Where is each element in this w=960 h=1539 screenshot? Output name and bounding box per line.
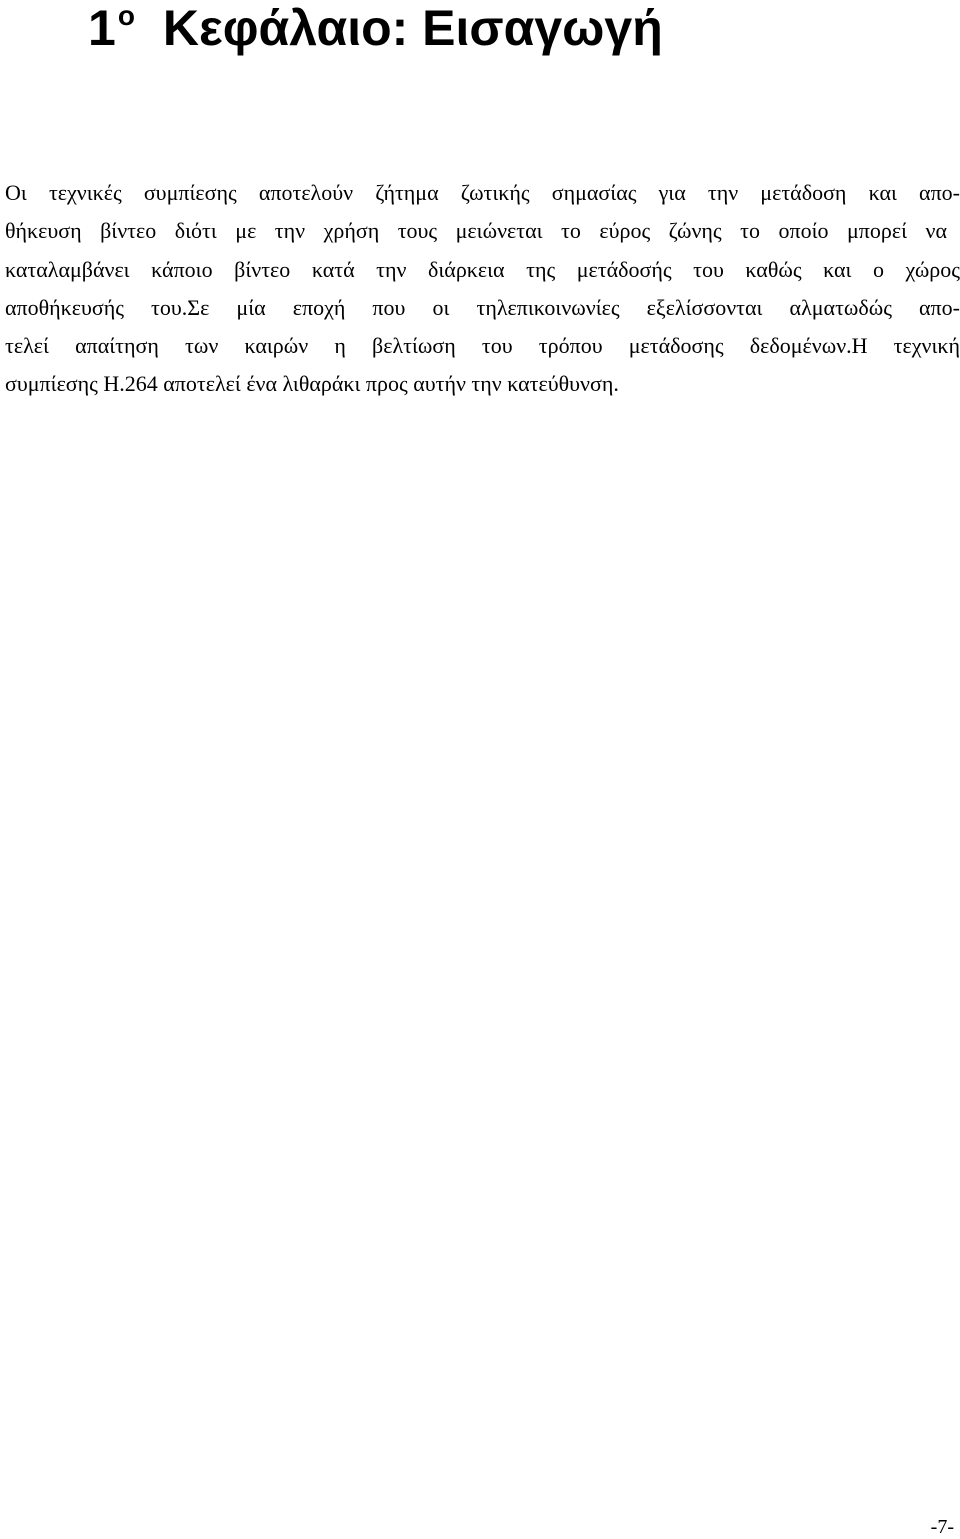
body-paragraph (5, 174, 960, 404)
paragraph-line: θήκευση βίντεο διότι με την χρήση τους μειώνεται το εύρος ζώνης το οποίο μπορεί να (5, 218, 947, 244)
paragraph-line: συμπίεσης H.264 αποτελεί ένα λιθαράκι προς αυτήν την κατεύθυνση. (5, 371, 619, 397)
chapter-ordinal-suffix: ο (117, 0, 135, 31)
chapter-title-text: Κεφάλαιο: Εισαγωγή (162, 0, 663, 56)
chapter-title (88, 0, 663, 56)
paragraph-line: Οι τεχνικές συμπίεσης αποτελούν ζήτημα ζωτικής σημασίας για την μετάδοση και απο- (5, 180, 960, 205)
paragraph-line: αποθήκευσής του.Σε μία εποχή που οι τηλεπικοινωνίες εξελίσσονται αλματωδώς απο- (5, 294, 960, 320)
chapter-number: 1 (88, 0, 116, 56)
page-number: -7- (930, 1516, 954, 1538)
paragraph-line: τελεί απαίτηση των καιρών η βελτίωση του τρόπου μετάδοσης δεδομένων.Η τεχνική (5, 333, 960, 359)
paragraph-line: καταλαμβάνει κάποιο βίντεο κατά την διάρκεια της μετάδοσής του καθώς και ο χώρος (5, 256, 960, 282)
